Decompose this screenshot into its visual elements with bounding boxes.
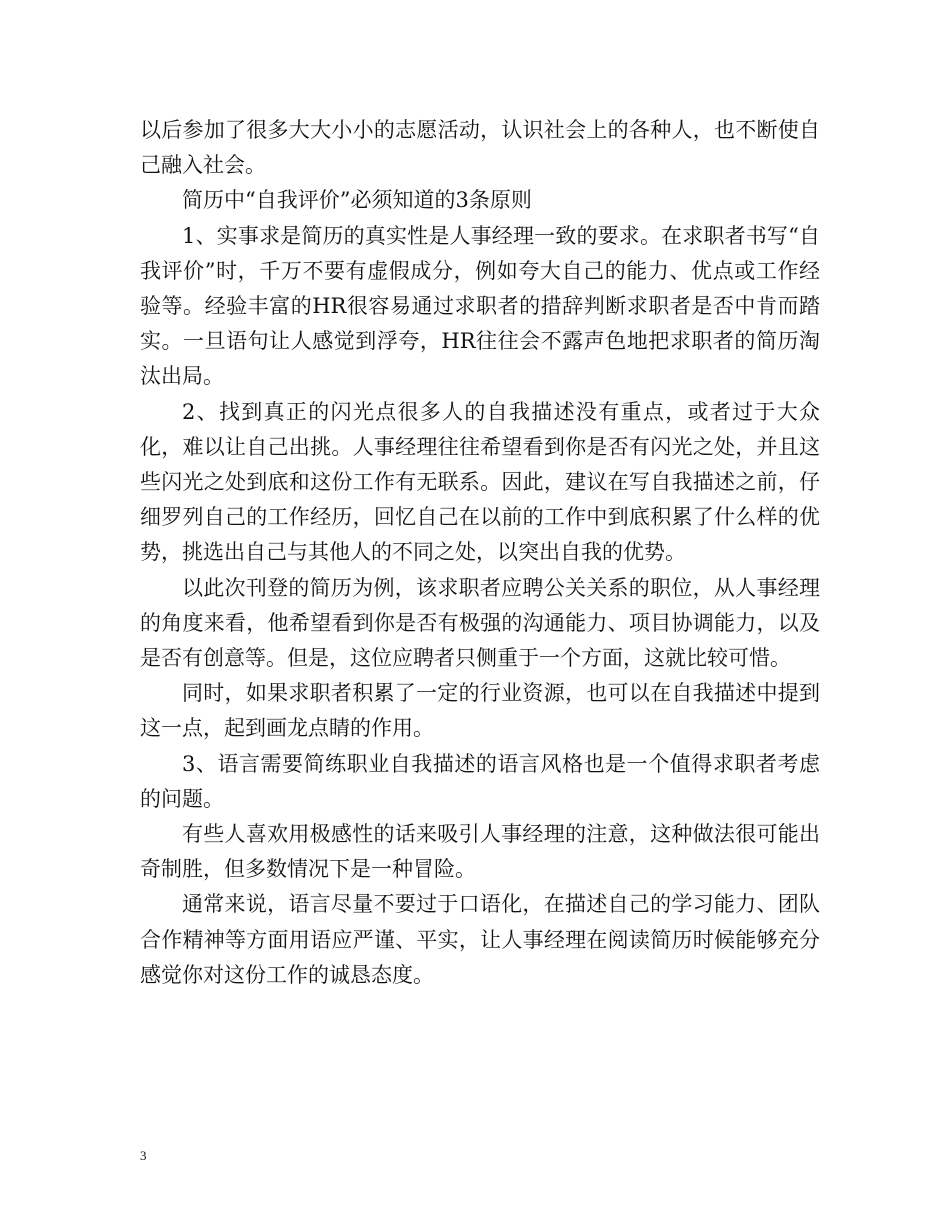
- paragraph-8: 有些人喜欢用极感性的话来吸引人事经理的注意，这种做法很可能出奇制胜，但多数情况下是一种冒险。: [140, 822, 820, 882]
- paragraph-3: 1、实事求是简历的真实性是人事经理一致的要求。在求职者书写“自我评价”时，千万不要有虚假成分，例如夸大自己的能力、优点或工作经验等。经验丰富的HR很容易通过求职者的措辞判断求职者是否中肯而踏实。一旦语句让人感觉到浮夸，HR往往会不露声色地把求职者的简历淘汰出局。: [140, 223, 820, 389]
- paragraph-5: 以此次刊登的简历为例，该求职者应聘公关关系的职位，从人事经理的角度来看，他希望看到你是否有极强的沟通能力、项目协调能力，以及是否有创意等。但是，这位应聘者只侧重于一个方面，这就比较可惜。: [140, 575, 820, 671]
- paragraph-6: 同时，如果求职者积累了一定的行业资源，也可以在自我描述中提到这一点，起到画龙点睛的作用。: [140, 681, 820, 741]
- page-number: 3: [140, 1148, 147, 1163]
- paragraph-2-heading: 简历中“自我评价”必须知道的3条原则: [182, 188, 532, 213]
- paragraph-1: 以后参加了很多大大小小的志愿活动，认识社会上的各种人，也不断使自己融入社会。: [140, 118, 820, 178]
- paragraph-7: 3、语言需要简练职业自我描述的语言风格也是一个值得求职者考虑的问题。: [140, 751, 820, 811]
- paragraph-9: 通常来说，语言尽量不要过于口语化，在描述自己的学习能力、团队合作精神等方面用语应严谨、平实，让人事经理在阅读简历时候能够充分感觉你对这份工作的诚恳态度。: [140, 892, 820, 987]
- paragraph-4: 2、找到真正的闪光点很多人的自我描述没有重点，或者过于大众化，难以让自己出挑。人事经理往往希望看到你是否有闪光之处，并且这些闪光之处到底和这份工作有无联系。因此，建议在写自我描述之前，仔细罗列自己的工作经历，回忆自己在以前的工作中到底积累了什么样的优势，挑选出自己与其他人的不同之处，以突出自我的优势。: [140, 399, 820, 565]
- document-body: [140, 113, 820, 993]
